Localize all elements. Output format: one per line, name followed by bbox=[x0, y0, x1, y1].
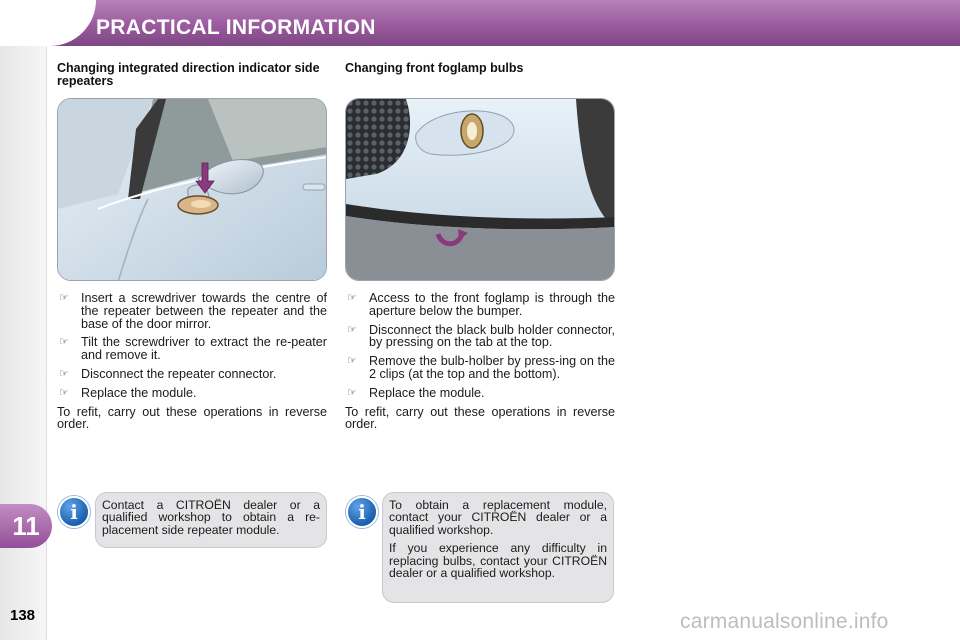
pointing-hand-icon: ☞ bbox=[347, 292, 357, 304]
info-icon: i bbox=[58, 496, 90, 528]
watermark: carmanualsonline.info bbox=[680, 610, 889, 633]
pointing-hand-icon: ☞ bbox=[347, 355, 357, 368]
page-title: PRACTICAL INFORMATION bbox=[96, 16, 376, 39]
pointing-hand-icon: ☞ bbox=[59, 292, 69, 304]
list-item: ☞ Replace the module. bbox=[59, 385, 197, 400]
list-item: ☞ Tilt the screwdriver to extract the re-peater and remove it. bbox=[59, 335, 327, 363]
pointing-hand-icon: ☞ bbox=[59, 386, 69, 399]
list-item: ☞ Insert a screwdriver towards the centre of the repeater between the repeater and the base of the door mirror. bbox=[59, 291, 327, 331]
list-item: ☞ Replace the module. bbox=[347, 385, 485, 400]
info-box-foglamp bbox=[382, 492, 614, 603]
info-text: To obtain a replacement module, contact your CITROËN dealer or a qualified workshop. bbox=[389, 498, 607, 537]
chapter-tab: 11 bbox=[0, 504, 52, 548]
section-title-side-repeaters: Changing integrated direction indicator side repeaters bbox=[57, 61, 320, 88]
list-item: ☞ Access to the front foglamp is through the aperture below the bumper. bbox=[347, 291, 615, 318]
right-column bbox=[345, 62, 615, 431]
pointing-hand-icon: ☞ bbox=[59, 367, 69, 380]
list-item: ☞ Disconnect the repeater connector. bbox=[59, 366, 277, 381]
section-title-foglamp: Changing front foglamp bulbs bbox=[345, 61, 524, 75]
info-icon: i bbox=[346, 496, 378, 528]
foglamp-steps bbox=[345, 292, 615, 400]
page-number: 138 bbox=[10, 607, 36, 624]
side-repeater-illustration bbox=[57, 98, 327, 281]
left-rail bbox=[0, 46, 47, 640]
info-text: Contact a CITROËN dealer or a qualified workshop to obtain a re-placement side repeater module. bbox=[102, 498, 320, 537]
list-item: ☞ Remove the bulb-holber by press-ing on the 2 clips (at the top and the bottom). bbox=[347, 354, 615, 381]
closing-note: To refit, carry out these operations in reverse order. bbox=[57, 404, 327, 432]
side-repeater-steps bbox=[57, 292, 327, 400]
info-text: If you experience any difficulty in replacing bulbs, contact your CITROËN dealer or a qualified workshop. bbox=[389, 541, 607, 581]
pointing-hand-icon: ☞ bbox=[59, 336, 69, 349]
list-item: ☞ Disconnect the black bulb holder connector, by pressing on the tab at the top. bbox=[347, 322, 615, 350]
info-box-side-repeater bbox=[95, 492, 327, 548]
pointing-hand-icon: ☞ bbox=[347, 386, 357, 399]
pointing-hand-icon: ☞ bbox=[347, 323, 357, 336]
closing-note: To refit, carry out these operations in reverse order. bbox=[345, 404, 615, 432]
foglamp-illustration bbox=[345, 98, 615, 281]
left-column bbox=[57, 62, 327, 431]
